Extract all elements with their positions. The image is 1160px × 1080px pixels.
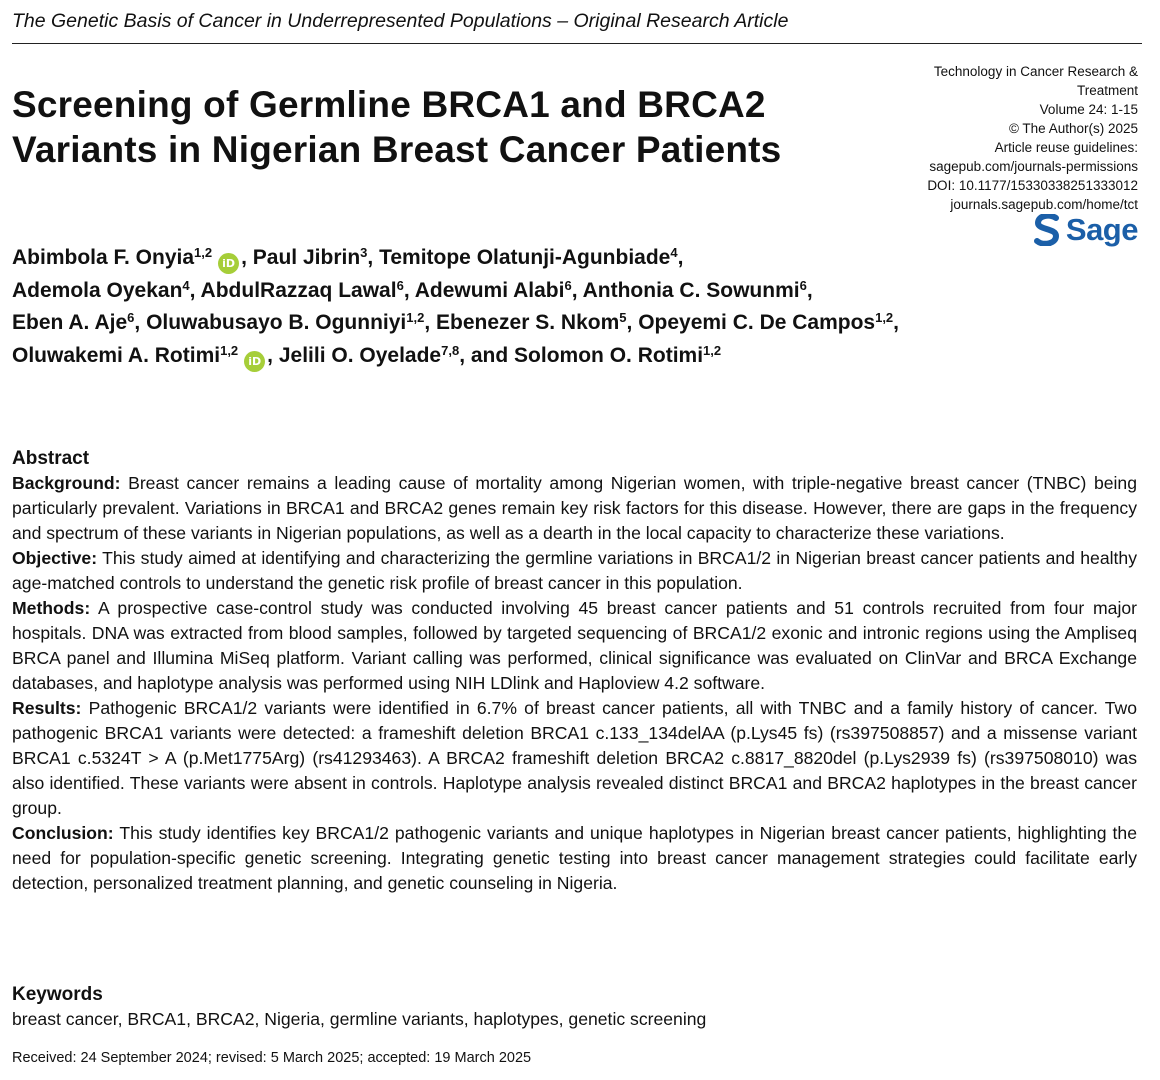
author-name: Eben A. Aje (12, 311, 128, 334)
received-dates: Received: 24 September 2024; revised: 5 March 2025; accepted: 19 March 2025 (12, 1050, 532, 1066)
title-line-1: Screening of Germline BRCA1 and BRCA2 (12, 84, 766, 125)
author-separator: , (367, 246, 374, 269)
author-list (12, 242, 1152, 372)
author-separator: , (677, 246, 684, 269)
results-label: Results: (12, 698, 82, 718)
keywords-heading: Keywords (12, 984, 103, 1005)
author-name: Ebenezer S. Nkom (436, 311, 620, 334)
author-affiliation: 4 (670, 245, 678, 260)
author-name: Adewumi Alabi (414, 278, 565, 302)
methods-label: Methods: (12, 598, 91, 618)
objective-label: Objective: (12, 548, 98, 568)
author-separator: , (806, 278, 813, 302)
author-name: Temitope Olatunji-Agunbiade (379, 246, 671, 269)
methods-text: A prospective case-control study was conducted involving 45 breast cancer patients and 51 controls recruited from four major hospitals. DNA was extracted from blood samples, followed by targeted sequencing of BRCA1/2 exonic and intronic regions using the Ampliseq BRCA panel and Illumina MiSeq platform. Variant calling was performed, clinical significance was evaluated on ClinVar and BRCA Exchange databases, and haplotype analysis was performed using NIH LDlink and Haploview 4.2 software. (12, 598, 1137, 693)
author-name: Oluwakemi A. Rotimi (12, 343, 221, 367)
journal-name: Technology in Cancer Research & Treatment (933, 64, 1138, 98)
author-separator: , (424, 311, 431, 334)
author-separator: , (134, 311, 141, 334)
author-affiliation: 6 (396, 277, 404, 293)
author-affiliation: 1,2 (703, 342, 722, 358)
author-name: AbdulRazzaq Lawal (200, 278, 397, 302)
author-name: Abimbola F. Onyia (12, 246, 195, 269)
series-header: The Genetic Basis of Cancer in Underrepresented Populations – Original Research Article (12, 10, 1142, 44)
journal-info (878, 62, 1138, 214)
author-name: Ademola Oyekan (12, 278, 183, 302)
doi-link[interactable]: DOI: 10.1177/15330338251333012 (927, 178, 1138, 193)
author-affiliation: 7,8 (441, 342, 460, 358)
author-affiliation: 4 (182, 277, 190, 293)
orcid-icon[interactable]: iD (244, 351, 265, 372)
abstract-methods (12, 596, 1137, 696)
author-name: Solomon O. Rotimi (514, 343, 704, 367)
objective-text: This study aimed at identifying and characterizing the germline variations in BRCA1/2 in Nigerian breast cancer patients and healthy age-matched controls to understand the genetic risk profile of breast cancer in this population. (12, 548, 1138, 593)
article-title (12, 82, 892, 172)
conclusion-label: Conclusion: (12, 823, 114, 843)
background-text: Breast cancer remains a leading cause of mortality among Nigerian women, with triple-negative breast cancer (TNBC) being particularly prevalent. Variations in BRCA1 and BRCA2 genes remain key risk factors for this disease. However, there are gaps in the frequency and spectrum of these variants in Nigerian populations, as well as a dearth in the local capacity to characterize these variations. (12, 473, 1137, 543)
orcid-icon[interactable]: iD (218, 253, 239, 274)
results-text: Pathogenic BRCA1/2 variants were identified in 6.7% of breast cancer patients, all with TNBC and a family history of cancer. Two pathogenic BRCA1 variants were detected: a frameshift deletion BRCA1 c.133_134delAA (p.Lys45 fs) (rs397508857) and a missense variant BRCA1 c.5324T > A (p.Met1775Arg) (rs41293463). A BRCA2 frameshift deletion BRCA2 c.8817_8820del (p.Lys2939 fs) (rs397508010) was also identified. These variants were absent in controls. Haplotype analysis revealed distinct BRCA1 and BRCA2 haplotypes in the breast cancer group. (12, 698, 1138, 818)
author-separator: , (403, 278, 410, 302)
author-name: Anthonia C. Sowunmi (582, 278, 800, 302)
author-name: Jelili O. Oyelade (278, 343, 442, 367)
abstract-results (12, 696, 1137, 821)
reuse-link[interactable]: sagepub.com/journals-permissions (929, 159, 1138, 174)
author-affiliation: 5 (619, 310, 627, 325)
author-separator: , (189, 278, 196, 302)
author-affiliation: 1,2 (220, 342, 239, 358)
author-separator: , (626, 311, 633, 334)
author-line-3 (12, 307, 1152, 340)
author-separator: , (241, 246, 247, 269)
author-name: Paul Jibrin (252, 246, 361, 269)
author-separator: , (267, 343, 274, 367)
journal-copyright: © The Author(s) 2025 (1008, 121, 1138, 136)
sage-wordmark: Sage (1065, 212, 1138, 247)
abstract-objective (12, 546, 1137, 596)
author-separator: , and (459, 343, 509, 367)
author-affiliation: 6 (564, 277, 572, 293)
author-affiliation: 3 (360, 245, 368, 260)
author-name: Opeyemi C. De Campos (638, 311, 876, 334)
author-affiliation: 1,2 (194, 245, 213, 260)
background-label: Background: (12, 473, 121, 493)
author-affiliation: 6 (799, 277, 807, 293)
title-line-2: Variants in Nigerian Breast Cancer Patients (12, 129, 782, 170)
conclusion-text: This study identifies key BRCA1/2 pathogenic variants and unique haplotypes in Nigerian breast cancer patients, highlighting the need for population-specific genetic screening. Integrating genetic testing into breast cancer management strategies could facilitate early detection, personalized treatment planning, and genetic counseling in Nigeria. (12, 823, 1137, 893)
abstract-heading: Abstract (12, 448, 90, 469)
abstract-conclusion (12, 821, 1137, 896)
author-line-4 (12, 340, 1152, 373)
abstract-section (12, 446, 1137, 896)
journal-home-link[interactable]: journals.sagepub.com/home/tct (950, 197, 1138, 212)
journal-volume: Volume 24: 1-15 (1039, 102, 1138, 117)
author-line-2 (12, 275, 1152, 308)
author-separator: , (571, 278, 578, 302)
abstract-background (12, 471, 1137, 546)
reuse-label: Article reuse guidelines: (994, 140, 1138, 155)
author-name: Oluwabusayo B. Ogunniyi (146, 311, 407, 334)
author-affiliation: 6 (127, 310, 135, 325)
author-affiliation: 1,2 (406, 310, 425, 325)
author-separator: , (893, 311, 900, 334)
author-affiliation: 1,2 (875, 310, 894, 325)
keywords-section (12, 982, 1137, 1032)
keywords-text: breast cancer, BRCA1, BRCA2, Nigeria, germline variants, haplotypes, genetic screening (12, 1009, 707, 1029)
author-line-1 (12, 242, 1152, 275)
